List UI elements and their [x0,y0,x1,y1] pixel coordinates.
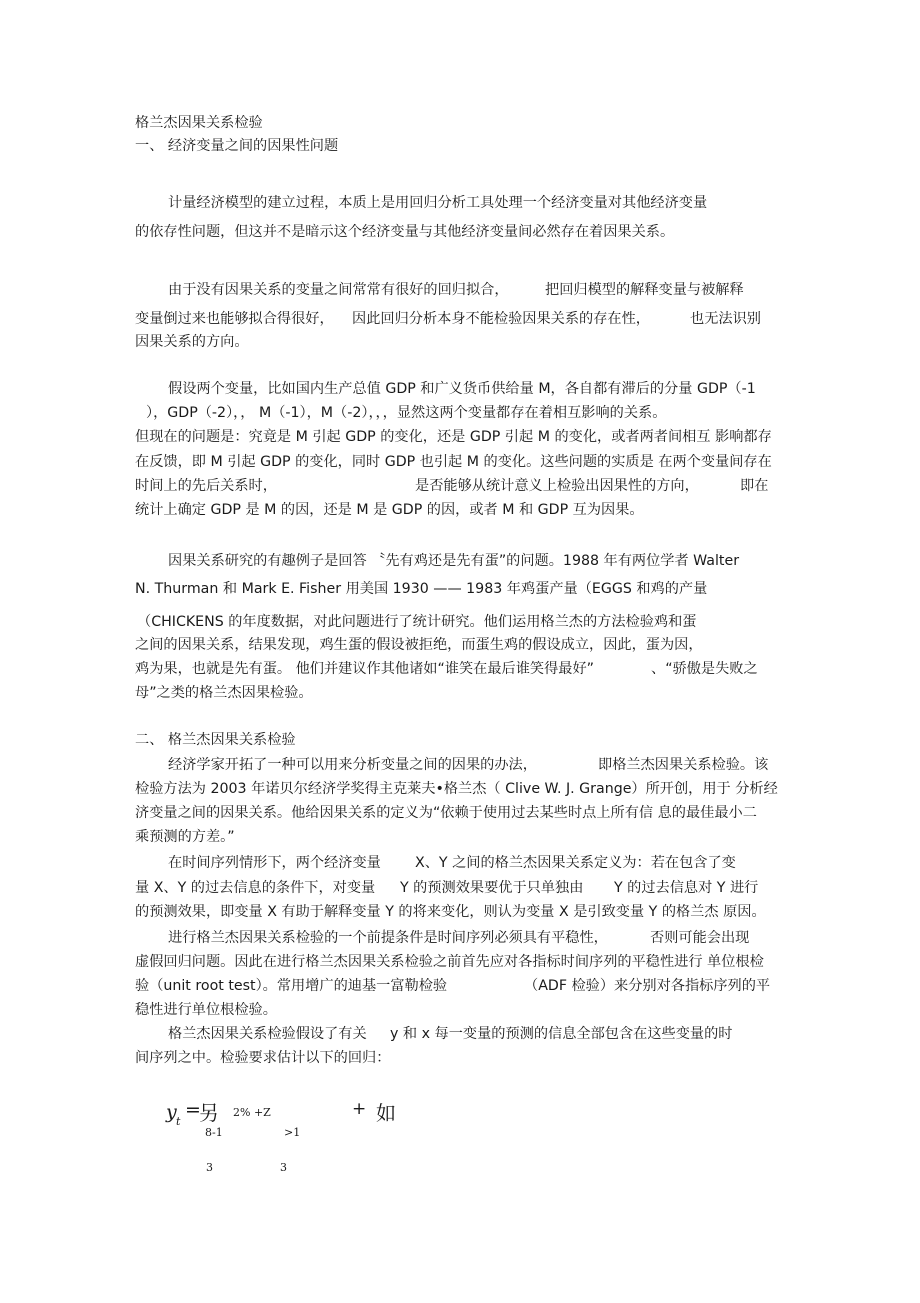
paragraph-7-line: 进行格兰杰因果关系检验的一个前提条件是时间序列必须具有平稳性， [168,930,608,946]
paragraph-3-line: 在反馈，即 M 引起 GDP 的变化，同时 GDP 也引起 M 的变化。这些问题的实质是 在两个变量间存在 [135,454,772,470]
formula-limit-2: 3 [280,1161,287,1174]
paragraph-8-line: y 和 x 每一变量的预测的信息全部包含在这些变量的时 [390,1026,733,1042]
paragraph-3-line: 时间上的先后关系时， [135,478,277,494]
paragraph-1-line: 的依存性问题，但这并不是暗示这个经济变量与其他经济变量间必然存在着因果关系。 [135,224,675,240]
paragraph-2-line: 由于没有因果关系的变量之间常常有很好的回归拟合， [168,282,509,298]
paragraph-4-line: 之间的因果关系，结果发现，鸡生蛋的假设被拒绝，而蛋生鸡的假设成立，因此，蛋为因， [135,637,703,653]
paragraph-4-line: （CHICKENS 的年度数据，对此问题进行了统计研究。他们运用格兰杰的方法检验鸡和蛋 [137,614,697,630]
document-title: 格兰杰因果关系检验 [135,115,263,131]
paragraph-1-line: 计量经济模型的建立过程，本质上是用回归分析工具处理一个经济变量对其他经济变量 [168,195,708,211]
section-heading-2: 二、 格兰杰因果关系检验 [135,732,296,748]
paragraph-5-line: 即格兰杰因果关系检验。该 [598,757,769,773]
paragraph-8-line: 格兰杰因果关系检验假设了有关 [168,1026,367,1042]
paragraph-5-line: 乘预测的方差。” [135,829,235,845]
formula-term: 2% +Z [233,1106,271,1119]
paragraph-5-line: 济变量之间的因果关系。他给因果关系的定义为“依赖于使用过去某些时点上所有信 息的最佳最小二 [135,805,757,821]
paragraph-6-line: 在时间序列情形下，两个经济变量 [168,855,381,871]
paragraph-2-line: 因此回归分析本身不能检验因果关系的存在性， [352,311,650,327]
paragraph-2-line: 也无法识别 [690,311,761,327]
formula-symbol-2: 如 [376,1101,396,1125]
paragraph-3-line: 假设两个变量，比如国内生产总值 GDP 和广义货币供给量 M，各自都有滞后的分量 GDP（-1 [168,381,756,397]
paragraph-7-line: 验（unit root test）。常用增广的迪基一富勒检验 [135,978,448,994]
paragraph-7-line: （ADF 检验）来分别对各指标序列的平 [524,978,771,994]
paragraph-3-line: 是否能够从统计意义上检验出因果性的方向， [415,478,699,494]
formula-subscript-t: t [176,1115,181,1128]
paragraph-3-line: 统计上确定 GDP 是 M 的因，还是 M 是 GDP 的因，或者 M 和 GDP 互为因果。 [135,502,644,518]
formula-index-2: >1 [284,1126,301,1139]
paragraph-7-line: 虚假回归问题。因此在进行格兰杰因果关系检验之前首先应对各指标时间序列的平稳性进行 单位根检 [135,954,764,970]
paragraph-8-line: 间序列之中。检验要求估计以下的回归： [135,1050,391,1066]
paragraph-3-line: 即在 [740,478,769,494]
paragraph-3-line: 但现在的问题是：究竟是 M 引起 GDP 的变化，还是 GDP 引起 M 的变化，或者两者间相互 影响都存 [135,429,772,445]
paragraph-7-line: 稳性进行单位根检验。 [135,1002,277,1018]
formula-symbol-1: 另 [199,1101,219,1125]
paragraph-6-line: 量 X、Y 的过去信息的条件下，对变量 [135,880,376,896]
paragraph-2-line: 把回归模型的解释变量与被解释 [545,282,744,298]
paragraph-2-line: 变量倒过来也能够拟合得很好， [135,311,334,327]
paragraph-5-line: 检验方法为 2003 年诺贝尔经济学奖得主克莱夫•格兰杰（ Clive W. J. Grange）所开创，用于 分析经 [135,781,778,797]
paragraph-6-line: 的预测效果，即变量 X 有助于解释变量 Y 的将来变化，则认为变量 X 是引致变量 Y 的格兰杰 原因。 [135,904,766,920]
paragraph-6-line: Y 的预测效果要优于只单独由 [400,880,584,896]
paragraph-2-line: 因果关系的方向。 [135,334,249,350]
paragraph-6-line: X、Y 之间的格兰杰因果关系定义为：若在包含了变 [415,855,736,871]
section-heading-1: 一、 经济变量之间的因果性问题 [135,138,339,154]
paragraph-4-line: 鸡为果，也就是先有蛋。 他们并建议作其他诸如“谁笑在最后谁笑得最好” [135,661,595,677]
formula-y: y [166,1101,177,1123]
paragraph-3-line: ），GDP（-2），， M（-1），M（-2），，，显然这两个变量都存在着相互影响的关系。 [146,405,667,421]
formula-equals: = [185,1099,201,1121]
paragraph-4-line: N. Thurman 和 Mark E. Fisher 用美国 1930 —— 1983 年鸡蛋产量（EGGS 和鸡的产量 [135,581,708,597]
paragraph-7-line: 否则可能会出现 [650,930,750,946]
formula-index-1: 8-1 [205,1126,223,1139]
paragraph-6-line: Y 的过去信息对 Y 进行 [614,880,759,896]
paragraph-4-line: 因果关系研究的有趣例子是回答 〝先有鸡还是先有蛋”的问题。1988 年有两位学者 Walter [168,553,740,569]
formula-plus: + [352,1099,367,1119]
paragraph-4-line: 母”之类的格兰杰因果检验。 [135,685,313,701]
formula-limit-1: 3 [206,1161,213,1174]
paragraph-4-line: 、“骄傲是失败之 [651,661,758,677]
paragraph-5-line: 经济学家开拓了一种可以用来分析变量之间的因果的办法， [168,757,537,773]
